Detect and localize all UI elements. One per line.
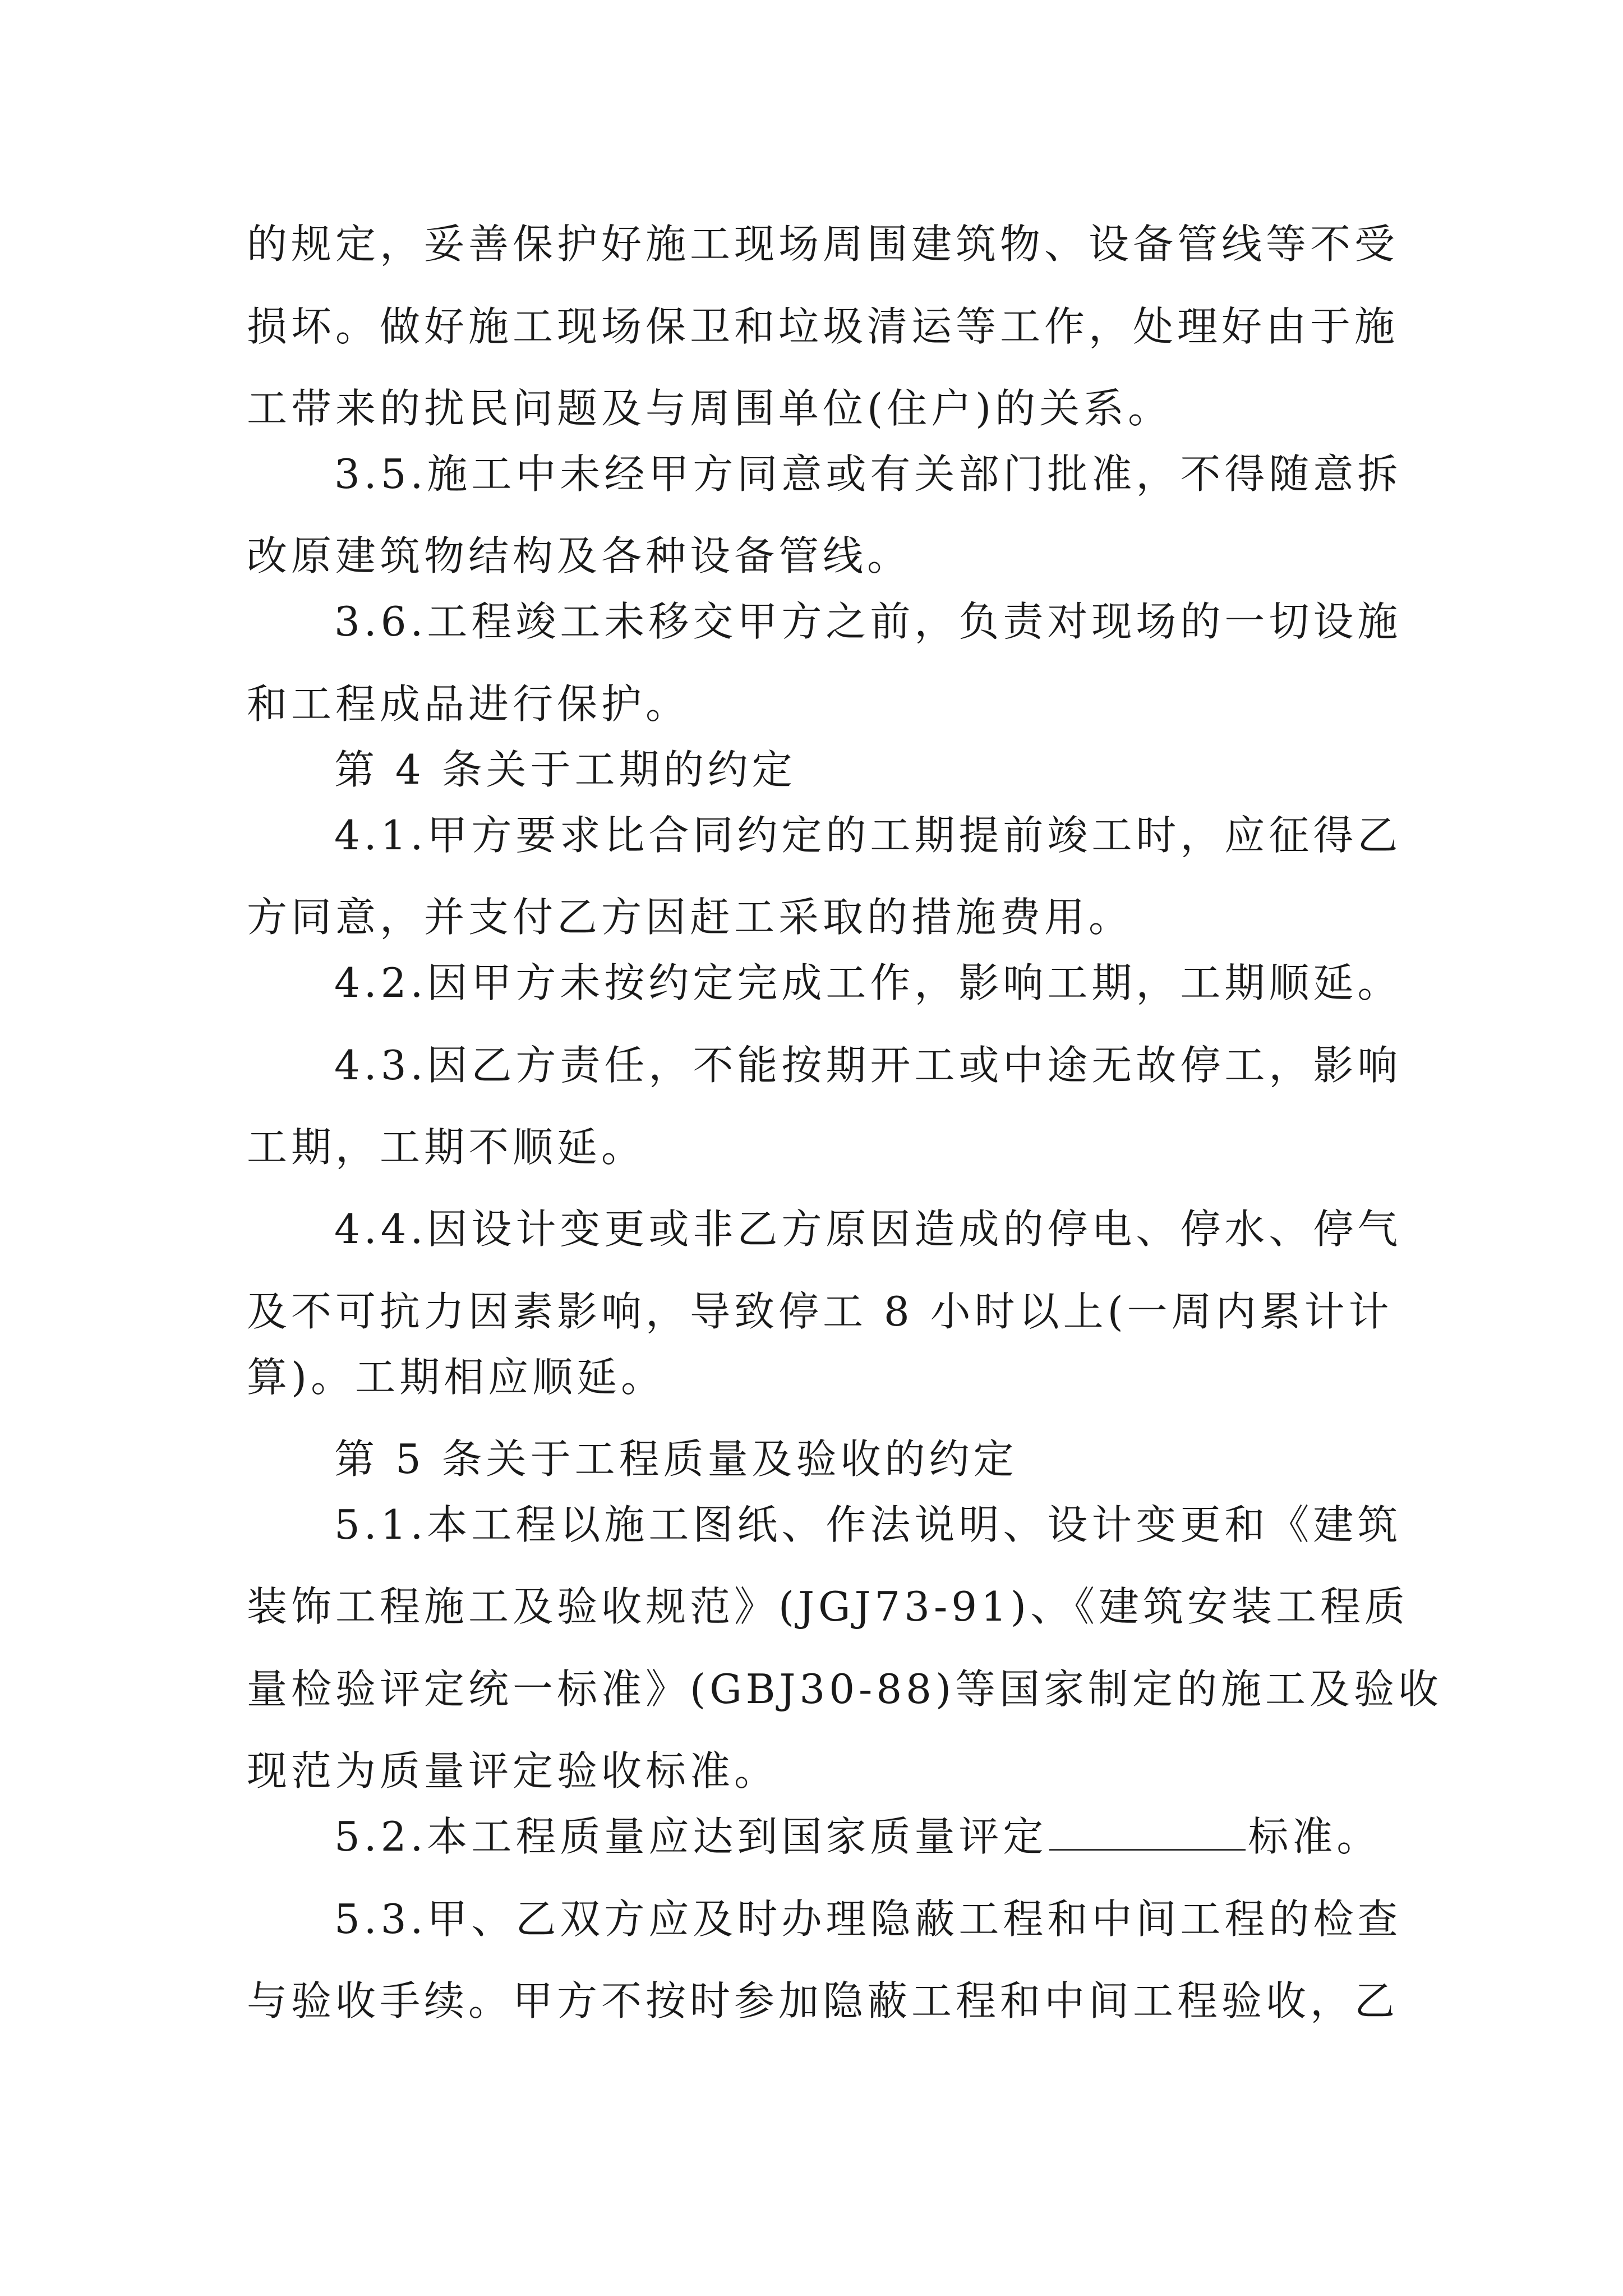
text-line: 改原建筑物结构及各种设备管线。 <box>247 532 912 579</box>
clause-4-3: 4.3.因乙方责任，不能按期开工或中途无故停工，影响 <box>334 1042 1402 1089</box>
text-line: 的规定，妥善保护好施工现场周围建筑物、设备管线等不受 <box>247 220 1399 268</box>
section-heading-5: 第 5 条关于工程质量及验收的约定 <box>334 1435 1018 1483</box>
clause-5-3: 5.3.甲、乙双方应及时办理隐蔽工程和中间工程的检查 <box>334 1895 1402 1943</box>
text-line: 工期，工期不顺延。 <box>247 1124 646 1171</box>
clause-4-4: 4.4.因设计变更或非乙方原因造成的停电、停水、停气 <box>334 1205 1402 1253</box>
text-line: 损坏。做好施工现场保卫和垃圾清运等工作，处理好由于施 <box>247 303 1399 350</box>
quality-grade-blank <box>1049 1809 1246 1851</box>
clause-5-2-text: 5.2.本工程质量应达到国家质量评定 <box>334 1813 1048 1860</box>
clause-5-1: 5.1.本工程以施工图纸、作法说明、设计变更和《建筑 <box>334 1501 1402 1548</box>
text-line: 与验收手续。甲方不按时参加隐蔽工程和中间工程验收，乙 <box>247 1977 1399 2024</box>
clause-4-1: 4.1.甲方要求比合同约定的工期提前竣工时，应征得乙 <box>334 812 1402 859</box>
clause-4-2: 4.2.因甲方未按约定完成工作，影响工期，工期顺延。 <box>334 959 1402 1006</box>
clause-5-2 <box>334 1806 1381 1867</box>
text-line: 及不可抗力因素影响，导致停工 8 小时以上(一周内累计计 <box>247 1288 1393 1335</box>
clause-3-6: 3.6.工程竣工未移交甲方之前，负责对现场的一切设施 <box>334 598 1402 645</box>
text-line: 现范为质量评定验收标准。 <box>247 1747 779 1795</box>
text-line: 算)。工期相应顺延。 <box>247 1354 666 1401</box>
text-line: 和工程成品进行保护。 <box>247 680 690 728</box>
text-line: 工带来的扰民问题及与周围单位(住户)的关系。 <box>247 385 1173 432</box>
clause-3-5: 3.5.施工中未经甲方同意或有关部门批准，不得随意拆 <box>334 450 1402 498</box>
text-line: 装饰工程施工及验收规范》(JGJ73-91)、《建筑安装工程质 <box>247 1583 1409 1630</box>
clause-5-2-tail: 标准。 <box>1248 1813 1381 1860</box>
text-line: 量检验评定统一标准》(GBJ30-88)等国家制定的施工及验收 <box>247 1665 1443 1713</box>
section-heading-4: 第 4 条关于工期的约定 <box>334 746 796 793</box>
text-line: 方同意，并支付乙方因赶工采取的措施费用。 <box>247 894 1133 941</box>
